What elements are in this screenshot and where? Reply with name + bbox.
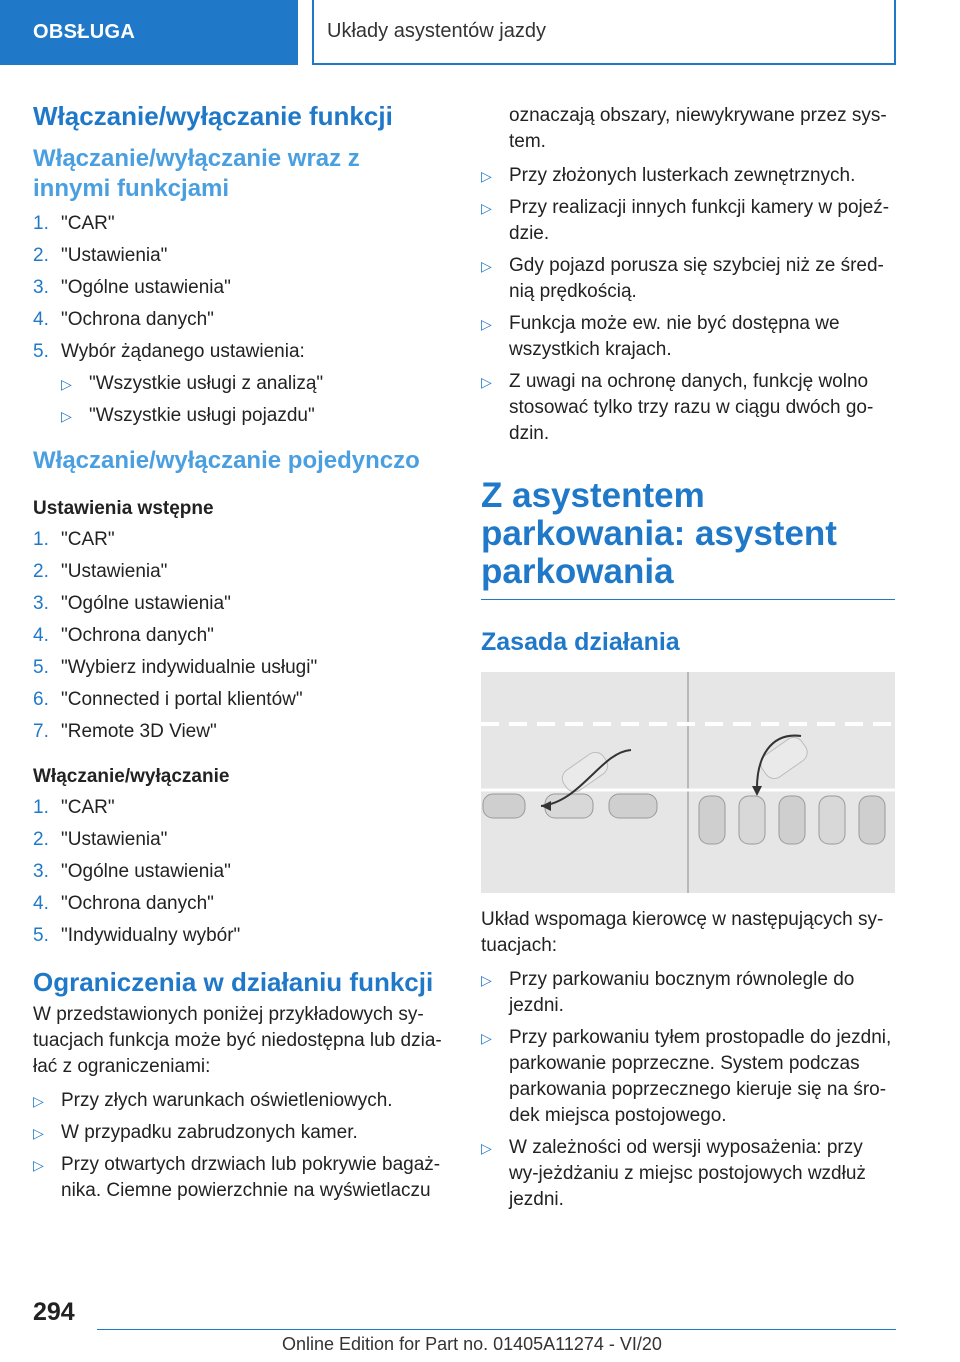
step-item xyxy=(33,920,443,952)
steps-list xyxy=(33,208,443,368)
parking-illustration xyxy=(481,672,895,893)
step-number: 3. xyxy=(33,277,49,298)
heading-toggle-with-others: Włączanie/wyłączanie wraz z innymi funkcjami xyxy=(33,145,360,202)
step-text: "Ochrona danych" xyxy=(61,893,214,914)
list-item xyxy=(481,369,895,447)
step-item xyxy=(33,336,443,368)
step-text: "Indywidualny wybór" xyxy=(61,925,241,946)
list-item-text: Przy parkowaniu bocznym równolegle do jezdni. xyxy=(509,969,855,1016)
parking-diagram xyxy=(481,672,895,893)
step-text: "Remote 3D View" xyxy=(61,721,217,742)
heading-toggle-individual: Włączanie/wyłączanie pojedynczo xyxy=(33,447,420,474)
step-number: 4. xyxy=(33,625,49,646)
principle-list xyxy=(481,967,895,1213)
list-item-text: Przy złożonych lusterkach zewnętrznych. xyxy=(509,165,856,186)
list-item xyxy=(61,368,443,400)
step-text: "Connected i portal klientów" xyxy=(61,689,303,710)
limits-continued: oznaczają obszary, niewykrywane przez sys-tem. xyxy=(509,105,887,152)
step-number: 5. xyxy=(33,341,49,362)
step-item xyxy=(33,824,443,856)
step-number: 4. xyxy=(33,893,49,914)
list-item xyxy=(481,1025,895,1129)
step-item xyxy=(33,716,443,748)
step-item xyxy=(33,304,443,336)
left-column xyxy=(33,100,443,1210)
heading-rule xyxy=(481,599,895,600)
step-item xyxy=(33,620,443,652)
heading-presets: Ustawienia wstępne xyxy=(33,498,214,519)
step-item xyxy=(33,588,443,620)
triangle-bullet-icon: ▷ xyxy=(481,1140,492,1156)
step-number: 5. xyxy=(33,657,49,678)
section-tab xyxy=(0,0,298,65)
edition-label: Online Edition for Part no. 01405A11274 - VI/20 xyxy=(282,1334,662,1354)
step-text: "Ustawienia" xyxy=(61,245,168,266)
step-number: 2. xyxy=(33,829,49,850)
heading-park-assist: Z asystentem parkowania: asystent parkowania xyxy=(481,476,837,591)
list-item xyxy=(481,253,895,305)
step-text: "Ogólne ustawienia" xyxy=(61,593,231,614)
step-text: Wybór żądanego ustawienia: xyxy=(61,341,305,362)
list-item xyxy=(481,163,895,189)
step-item xyxy=(33,240,443,272)
list-item-text: Przy parkowaniu tyłem prostopadle do jezdni, parkowanie poprzeczne. System podczas parkowania poprzecznego kieruje się na śro-dek miejsca postojowego. xyxy=(509,1027,892,1126)
step-number: 3. xyxy=(33,593,49,614)
step-number: 1. xyxy=(33,213,49,234)
step-text: "Wybierz indywidualnie usługi" xyxy=(61,657,318,678)
step-text: "Ochrona danych" xyxy=(61,309,214,330)
preset-steps-list xyxy=(33,524,443,748)
chapter-header xyxy=(312,0,896,65)
step-text: "CAR" xyxy=(61,529,115,550)
chapter-label: Układy asystentów jazdy xyxy=(327,20,546,42)
list-item xyxy=(481,1135,895,1213)
list-item xyxy=(33,1152,443,1204)
step-number: 4. xyxy=(33,309,49,330)
triangle-bullet-icon: ▷ xyxy=(33,1093,44,1109)
triangle-bullet-icon: ▷ xyxy=(61,408,72,424)
step-text: "Ogólne ustawienia" xyxy=(61,277,231,298)
step-item xyxy=(33,556,443,588)
footer-rule xyxy=(97,1329,896,1330)
step-item xyxy=(33,652,443,684)
limits-intro: W przedstawionych poniżej przykładowych sy-tuacjach funkcja może być niedostępna lub dzia-łać z ograniczeniami: xyxy=(33,1004,442,1077)
list-item xyxy=(33,1120,443,1146)
step-item xyxy=(33,684,443,716)
limits-list-continued xyxy=(481,163,895,447)
triangle-bullet-icon: ▷ xyxy=(33,1157,44,1173)
step-number: 3. xyxy=(33,861,49,882)
step-number: 2. xyxy=(33,561,49,582)
triangle-bullet-icon: ▷ xyxy=(481,1030,492,1046)
limits-list xyxy=(33,1088,443,1204)
triangle-bullet-icon: ▷ xyxy=(481,258,492,274)
right-column xyxy=(481,103,895,1219)
step-item xyxy=(33,272,443,304)
step-text: "Ochrona danych" xyxy=(61,625,214,646)
list-item-text: Gdy pojazd porusza się szybciej niż ze śred-nią prędkością. xyxy=(509,255,884,302)
step-item xyxy=(33,792,443,824)
triangle-bullet-icon: ▷ xyxy=(33,1125,44,1141)
triangle-bullet-icon: ▷ xyxy=(481,316,492,332)
triangle-bullet-icon: ▷ xyxy=(61,376,72,392)
page-number: 294 xyxy=(33,1298,75,1326)
triangle-bullet-icon: ▷ xyxy=(481,374,492,390)
step-number: 2. xyxy=(33,245,49,266)
heading-limits: Ograniczenia w działaniu funkcji xyxy=(33,967,434,997)
principle-intro: Układ wspomaga kierowcę w następujących sy-tuacjach: xyxy=(481,909,884,956)
step-text: "Ogólne ustawienia" xyxy=(61,861,231,882)
options-list xyxy=(33,368,443,432)
step-number: 6. xyxy=(33,689,49,710)
list-item xyxy=(33,1088,443,1114)
section-label: OBSŁUGA xyxy=(33,21,136,43)
list-item-text: W przypadku zabrudzonych kamer. xyxy=(61,1122,358,1143)
triangle-bullet-icon: ▷ xyxy=(481,972,492,988)
step-number: 5. xyxy=(33,925,49,946)
list-item xyxy=(61,400,443,432)
list-item xyxy=(481,195,895,247)
step-item xyxy=(33,524,443,556)
list-item xyxy=(481,967,895,1019)
list-item-text: Z uwagi na ochronę danych, funkcję wolno stosować tylko trzy razu w ciągu dwóch go-dzin. xyxy=(509,371,874,444)
step-item xyxy=(33,208,443,240)
list-item-text: "Wszystkie usługi z analizą" xyxy=(89,373,324,394)
step-text: "Ustawienia" xyxy=(61,561,168,582)
step-text: "CAR" xyxy=(61,797,115,818)
step-item xyxy=(33,888,443,920)
step-text: "CAR" xyxy=(61,213,115,234)
step-text: "Ustawienia" xyxy=(61,829,168,850)
step-number: 1. xyxy=(33,797,49,818)
step-number: 1. xyxy=(33,529,49,550)
heading-principle: Zasada działania xyxy=(481,628,680,656)
toggle-steps-list xyxy=(33,792,443,952)
step-number: 7. xyxy=(33,721,49,742)
heading-toggle: Włączanie/wyłączanie xyxy=(33,766,230,787)
list-item-text: Funkcja może ew. nie być dostępna we wszystkich krajach. xyxy=(509,313,840,360)
heading-toggle-functions: Włączanie/wyłączanie funkcji xyxy=(33,101,393,131)
list-item xyxy=(481,311,895,363)
triangle-bullet-icon: ▷ xyxy=(481,168,492,184)
list-item-text: W zależności od wersji wyposażenia: przy wy-jeżdżaniu z miejsc postojowych wzdłuż jezdni. xyxy=(509,1137,866,1210)
step-item xyxy=(33,856,443,888)
list-item-text: Przy otwartych drzwiach lub pokrywie bagaż-nika. Ciemne powierzchnie na wyświetlaczu xyxy=(61,1154,441,1201)
list-item-text: Przy realizacji innych funkcji kamery w pojeź-dzie. xyxy=(509,197,890,244)
triangle-bullet-icon: ▷ xyxy=(481,200,492,216)
list-item-text: Przy złych warunkach oświetleniowych. xyxy=(61,1090,393,1111)
list-item-text: "Wszystkie usługi pojazdu" xyxy=(89,405,315,426)
